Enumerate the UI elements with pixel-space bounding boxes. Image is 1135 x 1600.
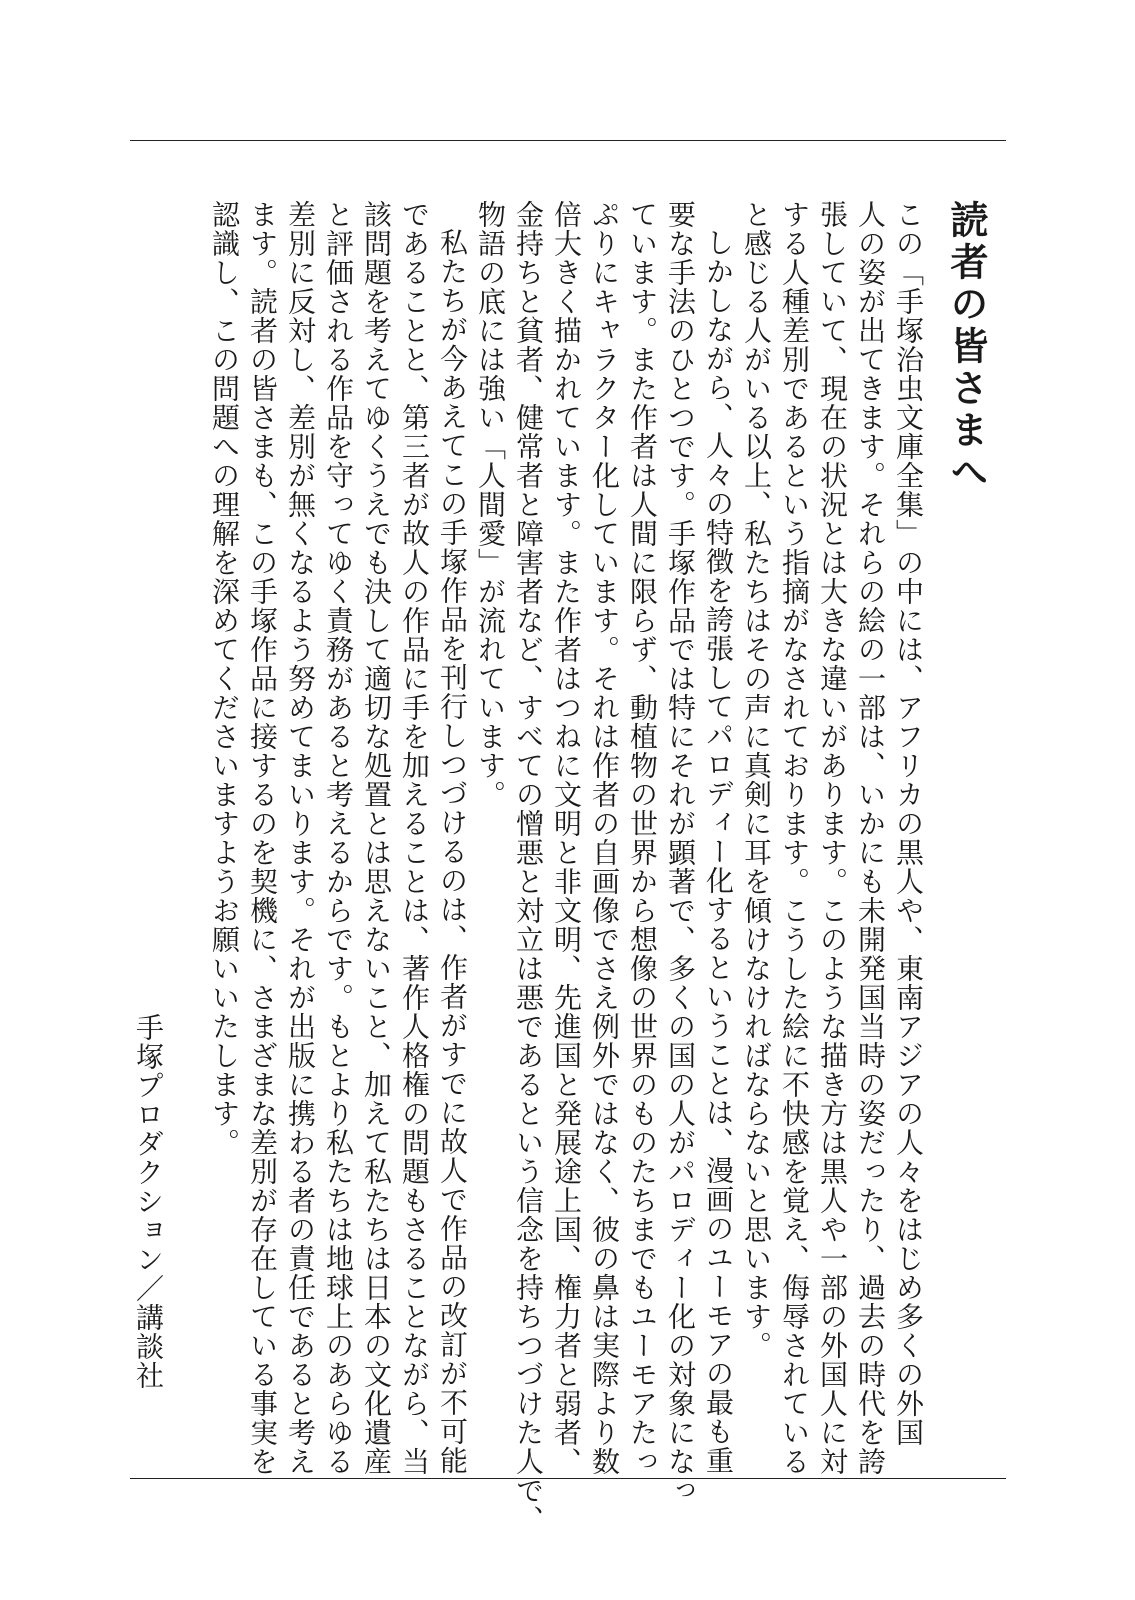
- text-line: 物語の底には強い「人間愛」が流れています。: [474, 200, 507, 809]
- text-line: この「手塚治虫文庫全集」の中には、アフリカの黒人や、東南アジアの人々をはじめ多くの外国: [892, 200, 925, 1447]
- paragraph-1: [737, 200, 927, 1476]
- text-line: 張していて、現在の状況とは大きな違いがあります。このような描き方は黒人や一部の外国人に対: [816, 200, 849, 1476]
- paragraph-3: [205, 200, 471, 1476]
- text-line: 差別に反対し、差別が無くなるよう努めてまいります。それが出版に携わる者の責任であると考え: [284, 200, 317, 1476]
- text-line: 該問題を考えてゆくうえでも決して適切な処置とは思えないこと、加えて私たちは日本の文化遺産: [360, 200, 393, 1476]
- notice-text: [129, 200, 989, 1534]
- text-line: 倍大きく描かれています。また作者はつねに文明と非文明、先進国と発展途上国、権力者と弱者、: [550, 200, 583, 1476]
- text-line: ぷりにキャラクター化しています。それは作者の自画像でさえ例外ではなく、彼の鼻は実際より数: [588, 200, 621, 1476]
- text-line: 認識し、この問題への理解を深めてくださいますようお願いいたします。: [208, 200, 241, 1157]
- page-title: 読者の皆さまへ: [944, 200, 989, 494]
- text-line: する人種差別であるという指摘がなされております。こうした絵に不快感を覚え、侮辱されている: [778, 200, 811, 1476]
- text-line: と感じる人がいる以上、私たちはその声に真剣に耳を傾けなければならないと思います。: [740, 200, 773, 1360]
- text-line: 金持ちと貧者、健常者と障害者など、すべての憎悪と対立は悪であるという信念を持ちつづけた人で、: [512, 200, 545, 1534]
- text-line: ています。また作者は人間に限らず、動植物の世界から想像の世界のものたちまでもユーモアたっ: [626, 200, 659, 1476]
- text-line: 要な手法のひとつです。手塚作品では特にそれが顕著で、多くの国の人がパロディー化の対象になっ: [664, 200, 697, 1505]
- text-line: しかしながら、人々の特徴を誇張してパロディー化するということは、漫画のユーモアの最も重: [702, 228, 735, 1475]
- top-rule: [130, 140, 1006, 141]
- text-line: であることと、第三者が故人の作品に手を加えることは、著作人格権の問題もさることながら、当: [398, 200, 431, 1476]
- signature: 手塚プロダクション／講談社: [132, 1013, 165, 1390]
- signature-gap: [167, 200, 205, 1390]
- text-line: 人の姿が出てきます。それらの絵の一部は、いかにも未開発国当時の姿だったり、過去の時代を誇: [854, 200, 887, 1476]
- bottom-rule: [130, 1478, 1006, 1479]
- text-line: と評価される作品を守ってゆく責務があると考えるからです。もとより私たちは地球上のあらゆる: [322, 200, 355, 1476]
- paragraph-2: [471, 200, 737, 1534]
- text-line: 私たちが今あえてこの手塚作品を刊行しつづけるのは、作者がすでに故人で作品の改訂が不可能: [436, 228, 469, 1475]
- text-line: ます。読者の皆さまも、この手塚作品に接するのを契機に、さまざまな差別が存在している事実を: [246, 200, 279, 1476]
